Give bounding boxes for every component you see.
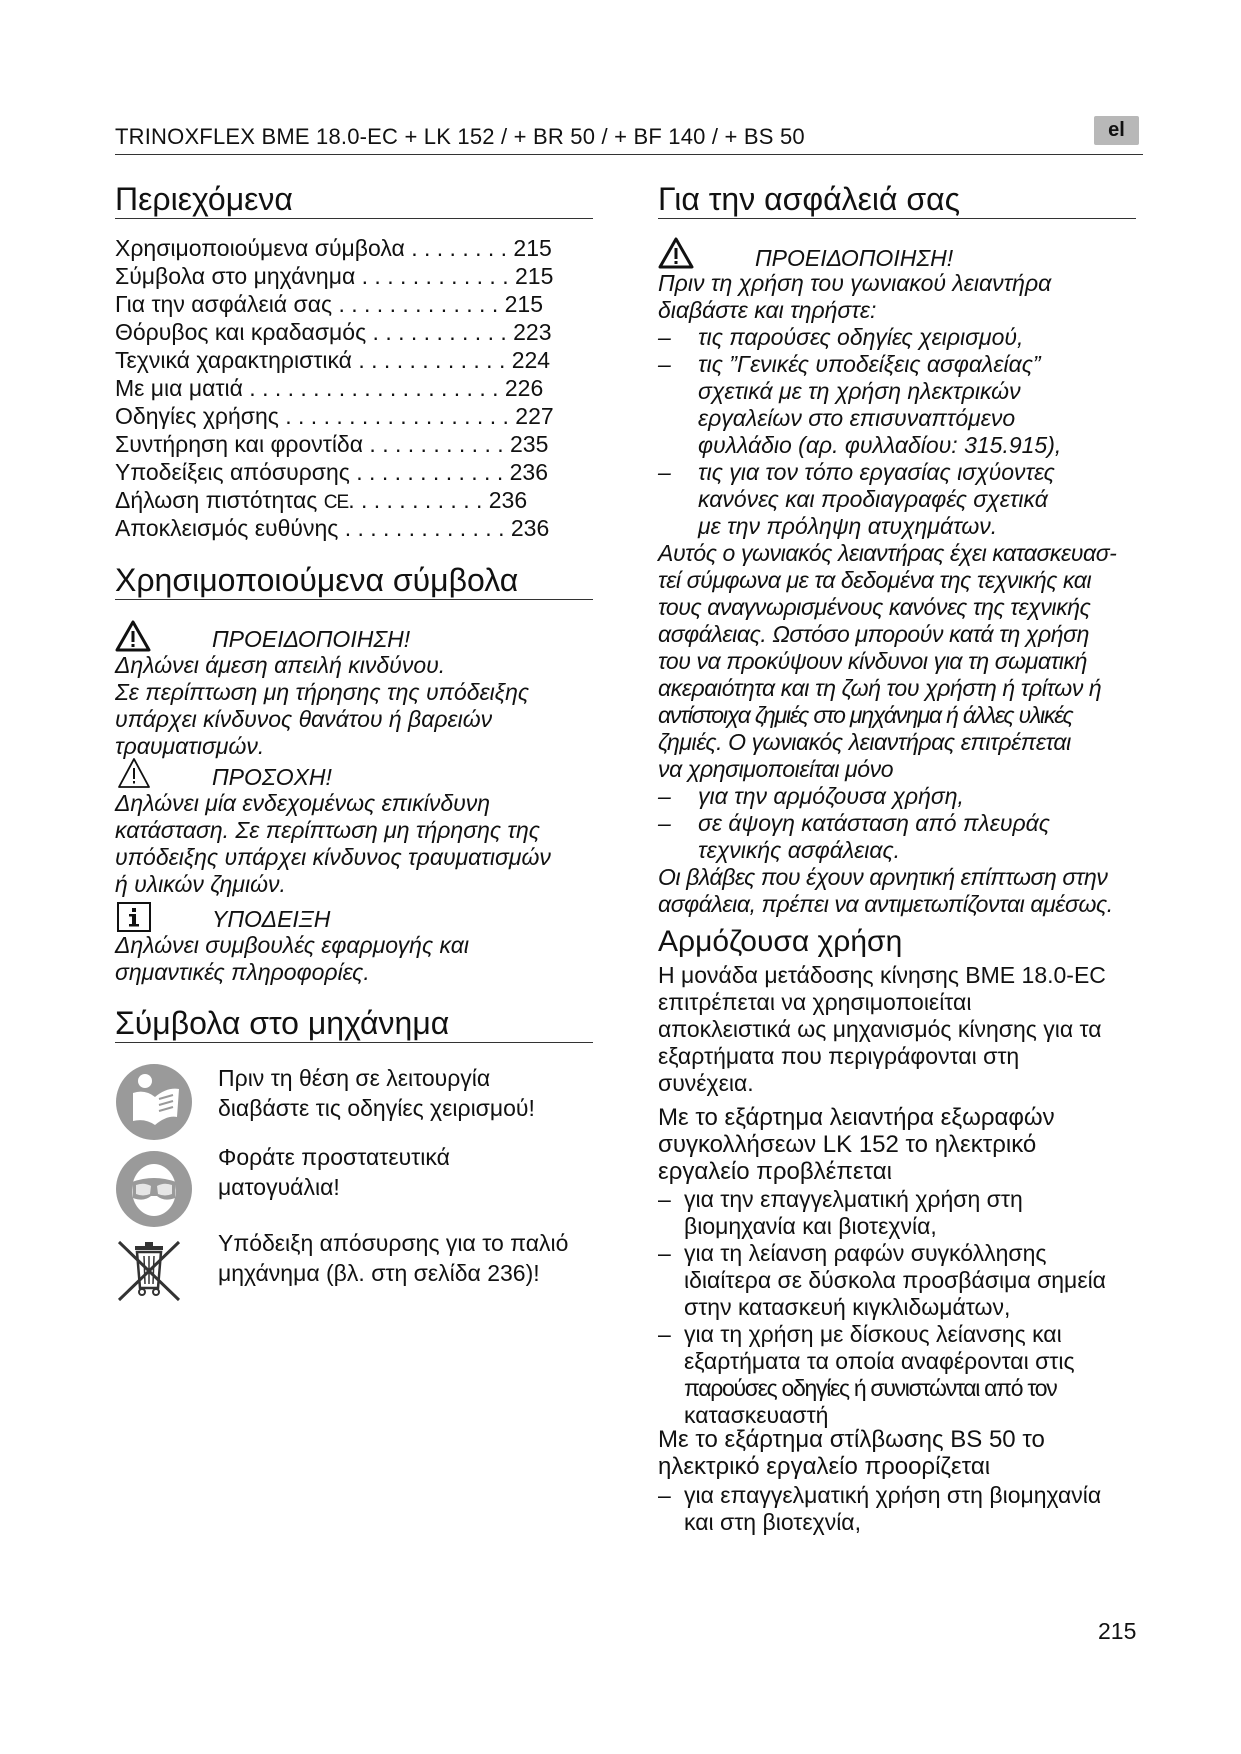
text-line: εργαλείων στο επισυναπτόμενο xyxy=(698,405,1016,431)
text-line: τις παρούσες οδηγίες χειρισμού, xyxy=(698,324,1024,350)
note-description xyxy=(115,932,615,986)
text-line: για την αρμόζουσα χρήση, xyxy=(698,783,964,809)
disposal-text xyxy=(218,1228,568,1288)
safety-paragraph xyxy=(658,540,1148,783)
warning-triangle-icon xyxy=(658,237,694,269)
toc-item[interactable]: Χρησιμοποιούμενα σύμβολα . . . . . . . . 215 xyxy=(115,235,552,261)
text-line: τις για τον τόπο εργασίας ισχύοντες xyxy=(698,459,1055,485)
toc-item-label: Δήλωση πιστότητας xyxy=(115,487,324,513)
text-line: στην κατασκευή κιγκλιδωμάτων, xyxy=(684,1294,1011,1320)
caution-heading: ΠΡΟΣΟΧΗ! xyxy=(212,764,332,790)
text-line: τις ”Γενικές υποδείξεις ασφαλείας” xyxy=(698,351,1041,377)
safety-title-rule xyxy=(658,218,1136,219)
text-line: τραυματισμών. xyxy=(115,733,265,759)
text-line: διαβάστε και τηρήστε: xyxy=(658,297,877,323)
text-line: υπόδειξης υπάρχει κίνδυνος τραυματισμών xyxy=(115,844,551,870)
lk-bullet-list xyxy=(658,1186,1148,1429)
toc-item-leader: . . . . . . . . . . . 236 xyxy=(348,487,528,513)
text-line: Αυτός ο γωνιακός λειαντήρας έχει κατασκευασ- xyxy=(658,540,1117,566)
text-line: τεχνικής ασφάλειας. xyxy=(698,837,901,863)
toc-item[interactable]: Οδηγίες χρήσης . . . . . . . . . . . . . . . . . . 227 xyxy=(115,403,554,429)
text-line: ματογυάλια! xyxy=(218,1174,340,1200)
text-line: διαβάστε τις οδηγίες χειρισμού! xyxy=(218,1095,535,1121)
text-line: Σε περίπτωση μη τήρησης της υπόδειξης xyxy=(115,679,530,705)
text-line: Υπόδειξη απόσυρσης για το παλιό xyxy=(218,1230,569,1256)
text-line: φυλλάδιο (αρ. φυλλαδίου: 315.915), xyxy=(698,432,1062,458)
toc-item[interactable]: Σύμβολα στο μηχάνημα . . . . . . . . . . . . 215 xyxy=(115,263,554,289)
text-line: ή υλικών ζημιών. xyxy=(115,871,286,897)
safety-title: Για την ασφάλειά σας xyxy=(658,181,961,217)
text-line: Δηλώνει μία ενδεχομένως επικίνδυνη xyxy=(115,790,491,816)
caution-description xyxy=(115,790,615,898)
text-line: Δηλώνει συμβουλές εφαρμογής και xyxy=(115,932,469,958)
toc-item[interactable]: Θόρυβος και κραδασμός . . . . . . . . . . . 223 xyxy=(115,319,552,345)
text-line: ηλεκτρικό εργαλείο προορίζεται xyxy=(658,1453,991,1480)
bs-attachment-heading xyxy=(658,1426,1148,1480)
proper-use-text xyxy=(658,962,1148,1097)
toc-item[interactable]: Με μια ματιά . . . . . . . . . . . . . . . . . . . . 226 xyxy=(115,375,544,401)
list-item: – τις ”Γενικές υποδείξεις ασφαλείας” σχετικά με τη χρήση ηλεκτρικών εργαλείων στο επισυναπτόμενο φυλλάδιο (αρ. φυλλαδίου: 315.915), xyxy=(658,351,1138,459)
goggles-text xyxy=(218,1142,450,1202)
machine-symbols-rule xyxy=(115,1042,593,1043)
safety-intro xyxy=(658,270,1138,324)
page-number: 215 xyxy=(1098,1618,1137,1644)
read-manual-icon xyxy=(115,1063,193,1141)
note-heading: ΥΠΟΔΕΙΞΗ xyxy=(212,906,331,932)
safety-bullet-list xyxy=(658,324,1138,540)
warning-description xyxy=(115,652,615,760)
text-line: σε άψογη κατάσταση από πλευράς xyxy=(698,810,1050,836)
text-line: Οι βλάβες που έχουν αρνητική επίπτωση στην xyxy=(658,864,1108,890)
text-line: ιδιαίτερα σε δύσκολα προσβάσιμα σημεία xyxy=(684,1267,1106,1293)
text-line: συγκολλήσεων LK 152 το ηλεκτρικό xyxy=(658,1131,1037,1158)
text-line: για τη λείανση ραφών συγκόλλησης xyxy=(684,1240,1047,1266)
symbols-used-rule xyxy=(115,599,593,600)
text-line: για την επαγγελματική χρήση στη xyxy=(684,1186,1023,1212)
toc-list xyxy=(115,234,605,542)
list-item: – τις παρούσες οδηγίες χειρισμού, xyxy=(658,324,1138,351)
proper-use-title: Αρμόζουσα χρήση xyxy=(658,925,903,958)
text-line: σημαντικές πληροφορίες. xyxy=(115,959,370,985)
text-line: εξαρτήματα τα οποία αναφέρονται στις xyxy=(684,1348,1075,1374)
toc-item[interactable]: Τεχνικά χαρακτηριστικά . . . . . . . . . . . . 224 xyxy=(115,347,551,373)
safety-bullet-list-2 xyxy=(658,783,1138,864)
toc-item[interactable] xyxy=(115,486,605,514)
text-line: κατάσταση. Σε περίπτωση μη τήρησης της xyxy=(115,817,540,843)
list-item: – για την αρμόζουσα χρήση, xyxy=(658,783,1138,810)
toc-item[interactable]: Υποδείξεις απόσυρσης . . . . . . . . . . . . 236 xyxy=(115,459,548,485)
toc-item[interactable]: Συντήρηση και φροντίδα . . . . . . . . . . . 235 xyxy=(115,431,549,457)
text-line: κατασκευαστή xyxy=(684,1402,829,1428)
info-icon xyxy=(117,902,151,932)
text-line: Δηλώνει άμεση απειλή κινδύνου. xyxy=(115,652,446,678)
bs-bullet-list xyxy=(658,1482,1148,1536)
text-line: τεί σύμφωνα με τα δεδομένα της τεχνικής και xyxy=(658,567,1092,593)
safety-goggles-icon xyxy=(115,1150,193,1228)
list-item: – για τη χρήση με δίσκους λείανσης και εξαρτήματα τα οποία αναφέρονται στις παρούσες οδηγίες ή συνιστώνται από τον κατασκευαστή xyxy=(658,1321,1148,1429)
text-line: αποκλειστικά ως μηχανισμός κίνησης για τα xyxy=(658,1016,1102,1042)
text-line: παρούσες οδηγίες ή συνιστώνται από τον xyxy=(684,1375,1057,1401)
text-line: αντίστοιχα ζημιές στο μηχάνημα ή άλλες υλικές xyxy=(658,702,1073,728)
toc-item[interactable]: Για την ασφάλειά σας . . . . . . . . . . . . . 215 xyxy=(115,291,543,317)
crossed-bin-icon xyxy=(115,1236,183,1306)
text-line: βιομηχανία και βιοτεχνία, xyxy=(684,1213,937,1239)
safety-closing xyxy=(658,864,1158,918)
warning-heading: ΠΡΟΕΙΔΟΠΟΙΗΣΗ! xyxy=(212,626,411,652)
header-divider xyxy=(115,154,1143,155)
toc-item[interactable]: Αποκλεισμός ευθύνης . . . . . . . . . . . . . 236 xyxy=(115,515,550,541)
text-line: για τη χρήση με δίσκους λείανσης και xyxy=(684,1321,1062,1347)
text-line: Πριν τη χρήση του γωνιακού λειαντήρα xyxy=(658,270,1052,296)
list-item: – για τη λείανση ραφών συγκόλλησης ιδιαίτερα σε δύσκολα προσβάσιμα σημεία στην κατασκευή κιγκλιδωμάτων, xyxy=(658,1240,1148,1321)
text-line: ζημιές. Ο γωνιακός λειαντήρας επιτρέπεται xyxy=(658,729,1071,755)
text-line: επιτρέπεται να χρησιμοποιείται xyxy=(658,989,972,1015)
text-line: ασφάλεια, πρέπει να αντιμετωπίζονται αμέσως. xyxy=(658,891,1113,917)
toc-title: Περιεχόμενα xyxy=(115,181,293,217)
text-line: Με το εξάρτημα λειαντήρα εξωραφών xyxy=(658,1104,1055,1131)
read-manual-text xyxy=(218,1063,535,1123)
text-line: τους αναγνωρισμένους κανόνες της τεχνικής xyxy=(658,594,1091,620)
list-item: – σε άψογη κατάσταση από πλευράς τεχνικής ασφάλειας. xyxy=(658,810,1138,864)
text-line: για επαγγελματική χρήση στη βιομηχανία xyxy=(684,1482,1102,1508)
text-line: Φοράτε προστατευτικά xyxy=(218,1144,450,1170)
text-line: συνέχεια. xyxy=(658,1070,754,1096)
document-header-title: TRINOXFLEX BME 18.0-EC + LK 152 / + BR 50 / + BF 140 / + BS 50 xyxy=(115,124,805,149)
language-badge: el xyxy=(1094,116,1139,145)
toc-title-rule xyxy=(115,218,593,219)
list-item: – για την επαγγελματική χρήση στη βιομηχανία και βιοτεχνία, xyxy=(658,1186,1148,1240)
text-line: να χρησιμοποιείται μόνο xyxy=(658,756,894,782)
machine-symbols-title: Σύμβολα στο μηχάνημα xyxy=(115,1005,450,1041)
caution-triangle-icon xyxy=(117,757,151,789)
list-item: – τις για τον τόπο εργασίας ισχύοντες κανόνες και προδιαγραφές σχετικά με την πρόληψη ατυχημάτων. xyxy=(658,459,1138,540)
text-line: σχετικά με τη χρήση ηλεκτρικών xyxy=(698,378,1021,404)
lk-attachment-heading xyxy=(658,1104,1148,1185)
text-line: ασφάλειας. Ωστόσο μπορούν κατά τη χρήση xyxy=(658,621,1089,647)
safety-warning-heading: ΠΡΟΕΙΔΟΠΟΙΗΣΗ! xyxy=(755,245,954,271)
text-line: του να προκύψουν κίνδυνοι για τη σωματική xyxy=(658,648,1087,674)
text-line: Με το εξάρτημα στίλβωσης BS 50 το xyxy=(658,1426,1045,1453)
text-line: ακεραιότητα και τη ζωή του χρήστη ή τρίτων ή xyxy=(658,675,1102,701)
text-line: εξαρτήματα που περιγράφονται στη xyxy=(658,1043,1020,1069)
text-line: με την πρόληψη ατυχημάτων. xyxy=(698,513,998,539)
list-item: – για επαγγελματική χρήση στη βιομηχανία και στη βιοτεχνία, xyxy=(658,1482,1148,1536)
ce-mark: CE xyxy=(323,492,349,513)
text-line: κανόνες και προδιαγραφές σχετικά xyxy=(698,486,1048,512)
text-line: Πριν τη θέση σε λειτουργία xyxy=(218,1065,491,1091)
text-line: Η μονάδα μετάδοσης κίνησης BME 18.0-EC xyxy=(658,962,1106,988)
warning-triangle-icon xyxy=(115,620,151,652)
text-line: μηχάνημα (βλ. στη σελίδα 236)! xyxy=(218,1260,540,1286)
text-line: και στη βιοτεχνία, xyxy=(684,1509,861,1535)
symbols-used-title: Χρησιμοποιούμενα σύμβολα xyxy=(115,562,519,598)
text-line: υπάρχει κίνδυνος θανάτου ή βαρειών xyxy=(115,706,493,732)
text-line: εργαλείο προβλέπεται xyxy=(658,1158,892,1185)
